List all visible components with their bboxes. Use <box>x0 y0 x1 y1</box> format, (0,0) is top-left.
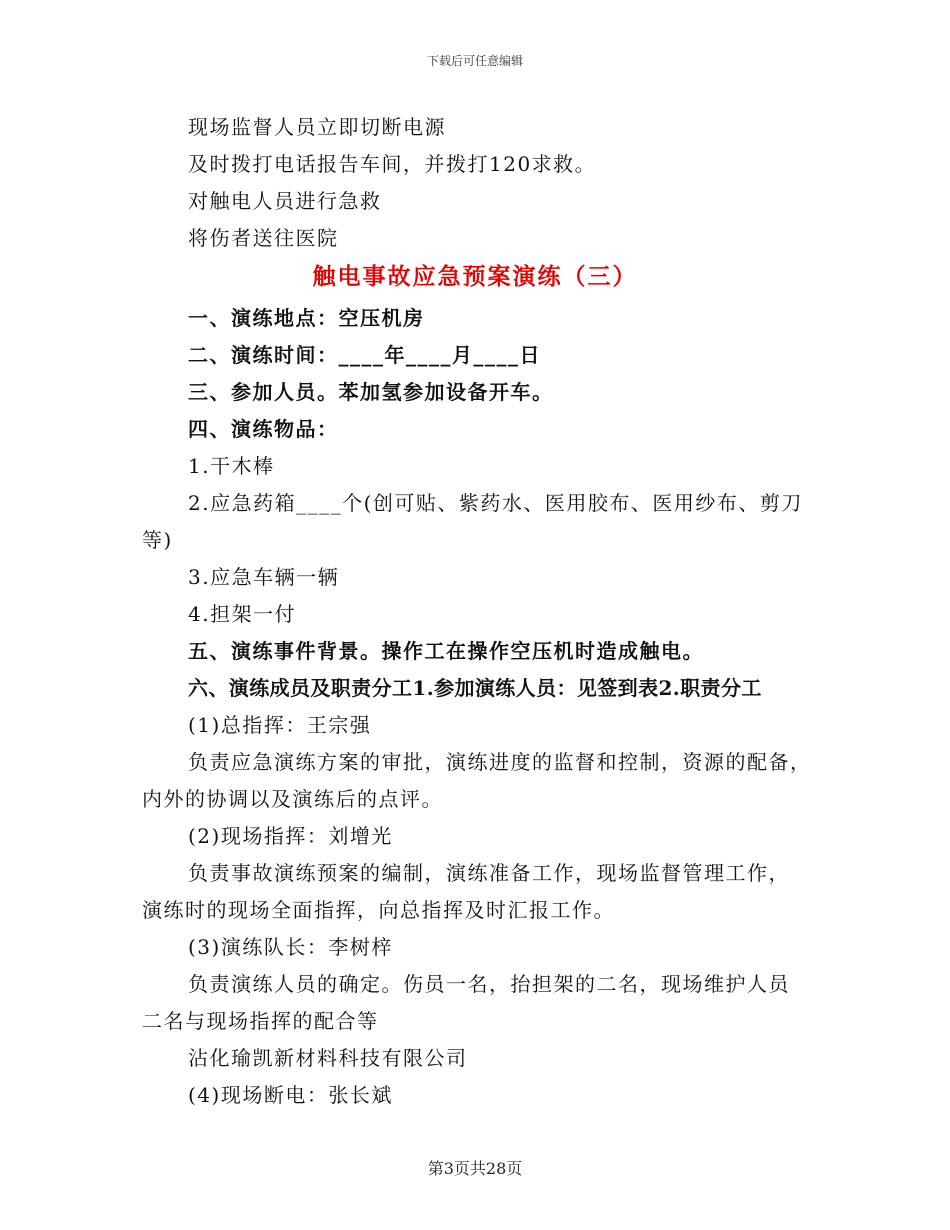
text-line-hospital: 将伤者送往医院 <box>188 226 339 250</box>
item-line: 4.担架一付 <box>188 602 297 626</box>
item-line: 3.应急车辆一辆 <box>188 565 340 589</box>
role-description-continuation: 内外的协调以及演练后的点评。 <box>142 787 443 811</box>
section-members: 六、演练成员及职责分工1.参加演练人员：见签到表2.职责分工 <box>188 676 762 700</box>
text-line-call-report: 及时拨打电话报告车间，并拨打120求救。 <box>188 152 597 176</box>
document-title: 触电事故应急预案演练（三） <box>312 263 638 290</box>
item-line: 1.干木棒 <box>188 454 275 478</box>
role-title: (4)现场断电：张长斌 <box>188 1083 393 1107</box>
item-line: 2.应急药箱____个(创可贴、紫药水、医用胶布、医用纱布、剪刀 <box>188 491 803 515</box>
role-title: (1)总指挥：王宗强 <box>188 713 372 737</box>
section-participants: 三、参加人员。苯加氢参加设备开车。 <box>188 380 554 404</box>
role-description: 负责演练人员的确定。伤员一名，抬担架的二名，现场维护人员 <box>188 972 790 996</box>
role-description: 负责应急演练方案的审批，演练进度的监督和控制，资源的配备， <box>188 750 812 774</box>
page-header: 下载后可任意编辑 <box>426 54 523 68</box>
text-line-first-aid: 对触电人员进行急救 <box>188 189 382 213</box>
company-name: 沾化瑜凯新材料科技有限公司 <box>188 1046 468 1070</box>
section-background: 五、演练事件背景。操作工在操作空压机时造成触电。 <box>188 639 704 663</box>
role-description-continuation: 二名与现场指挥的配合等 <box>142 1009 379 1033</box>
page-number: 第3页共28页 <box>427 1159 523 1178</box>
role-title: (3)演练队长：李树梓 <box>188 935 393 959</box>
section-time: 二、演练时间：____年____月____日 <box>188 343 541 367</box>
role-description: 负责事故演练预案的编制，演练准备工作，现场监督管理工作， <box>188 861 790 885</box>
item-line-continuation: 等) <box>142 528 173 552</box>
role-title: (2)现场指挥：刘增光 <box>188 824 393 848</box>
section-items-heading: 四、演练物品： <box>188 417 339 441</box>
text-line-cut-power: 现场监督人员立即切断电源 <box>188 115 446 139</box>
role-description-continuation: 演练时的现场全面指挥，向总指挥及时汇报工作。 <box>142 898 615 922</box>
section-location: 一、演练地点：空压机房 <box>188 306 425 330</box>
